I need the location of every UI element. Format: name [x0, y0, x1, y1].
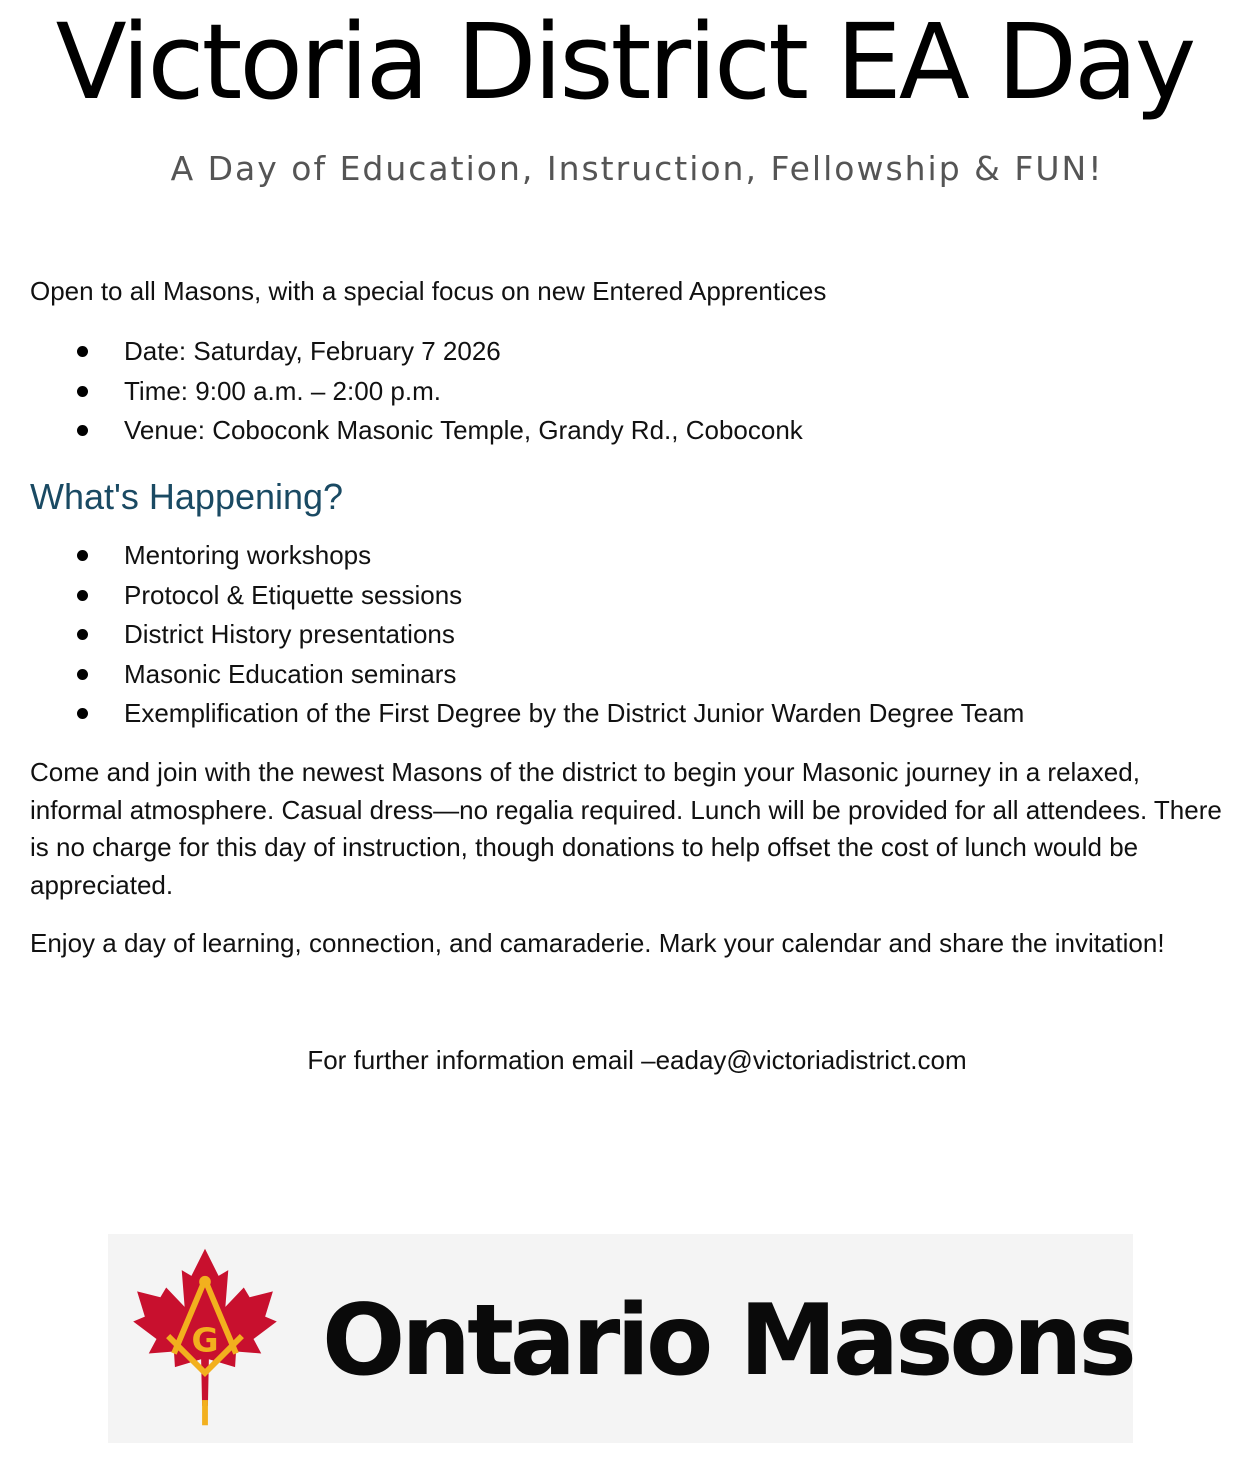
bullet-icon: [77, 590, 88, 601]
bullet-icon: [77, 708, 88, 719]
activity-item: [0, 655, 1024, 695]
emblem-letter-g: G: [191, 1320, 219, 1360]
activity-text: District History presentations: [124, 619, 455, 649]
activity-item: [0, 576, 1024, 616]
activity-text: Mentoring workshops: [124, 540, 372, 570]
event-subtitle: A Day of Education, Instruction, Fellowship & FUN!: [170, 149, 1104, 188]
activities-list: [0, 536, 1024, 734]
detail-venue: [0, 411, 803, 451]
whats-happening-heading: What's Happening?: [30, 476, 344, 517]
bullet-icon: [77, 425, 88, 436]
closing-paragraph: Enjoy a day of learning, connection, and camaraderie. Mark your calendar and share the invitation!: [30, 928, 1165, 958]
detail-venue-text: Venue: Coboconk Masonic Temple, Grandy Rd., Coboconk: [124, 415, 803, 445]
activity-text: Exemplification of the First Degree by the District Junior Warden Degree Team: [124, 698, 1025, 728]
bullet-icon: [77, 629, 88, 640]
activity-text: Protocol & Etiquette sessions: [124, 579, 463, 610]
contact-email-text: For further information email –eaday@victoriadistrict.com: [307, 1045, 967, 1075]
event-title: Victoria District EA Day: [55, 1, 1194, 123]
intro-text: Open to all Masons, with a special focus on new Entered Apprentices: [30, 276, 827, 306]
detail-time: [0, 372, 803, 412]
detail-date-text: Date: Saturday, February 7 2026: [124, 336, 501, 366]
event-details-list: [0, 332, 803, 451]
maple-leaf-square-compass-icon: [108, 1244, 302, 1430]
activity-text: Masonic Education seminars: [124, 658, 457, 689]
activity-item: [0, 536, 1024, 576]
ontario-masons-wordmark: Ontario Masons: [322, 1284, 1133, 1398]
detail-time-text: Time: 9:00 a.m. – 2:00 p.m.: [124, 375, 441, 406]
ontario-masons-logo: [108, 1234, 1133, 1443]
activity-item: [0, 615, 1024, 655]
compass-hinge: [199, 1276, 211, 1288]
description-paragraph: Come and join with the newest Masons of the district to begin your Masonic journey in a relaxed, informal atmosphere. Casual dress—no regalia required. Lunch will be provided for all attendees. There is no charge for this day of instruction, though donations to help offset the cost of lunch would be appreciated.: [30, 757, 1222, 901]
bullet-icon: [77, 550, 88, 561]
activity-item: [0, 694, 1024, 734]
bullet-icon: [77, 669, 88, 680]
detail-date: [0, 332, 803, 372]
bullet-icon: [77, 386, 88, 397]
bullet-icon: [77, 346, 88, 357]
leaf-stem: [202, 1400, 208, 1425]
